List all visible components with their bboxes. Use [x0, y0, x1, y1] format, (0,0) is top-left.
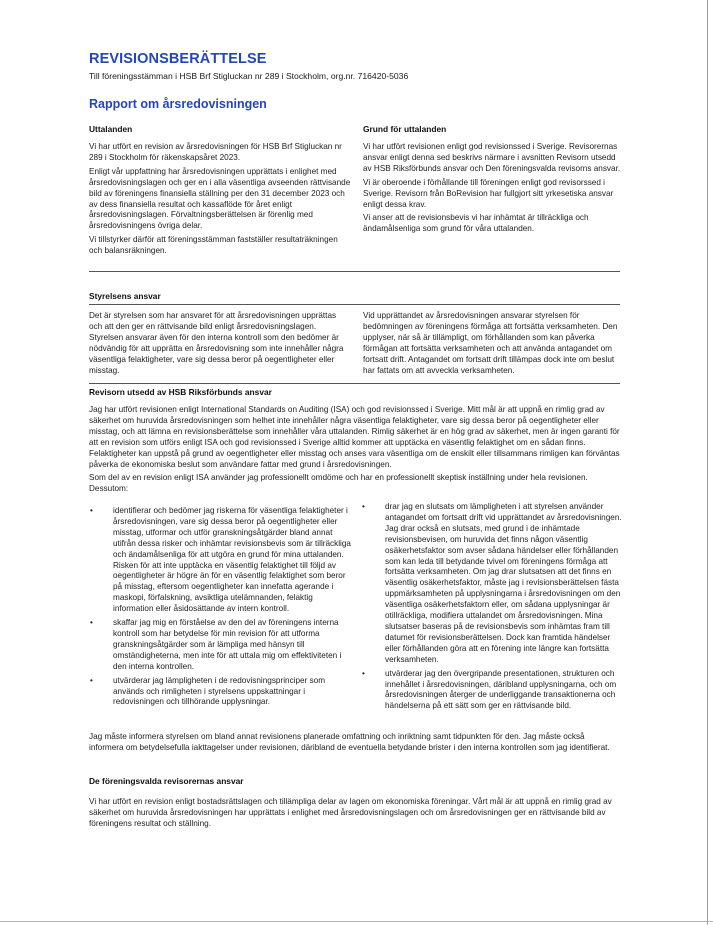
foreningsvalda-paragraph: Vi har utfört en revision enligt bostadsrättslagen och tillämpliga delar av lagen om ekonomiska föreningar. Vårt mål är att uppnå en rimlig grad av säkerhet om huruvida årsredovisningen har upprättats i enlighet med årsredovisningslagen och om årsredovisningen ger en rättvisande bild av föreningens resultat och ställning.	[89, 797, 612, 828]
revisorn-intro	[89, 405, 621, 498]
bullet-icon: •	[90, 506, 93, 515]
styrelsen-paragraph-left: Det är styrelsen som har ansvaret för att årsredovisningen upprättas och att den ger en rättvisande bild enligt årsredovisningslagen. Styrelsen ansvarar även för den interna kontroll som den bedömer är nödvändig för att upprätta en årsredovisning som inte innehåller några väsentliga felaktigheter, vare sig dessa beror på oegentligheter eller misstag.	[89, 311, 344, 375]
revisorn-bullets-left	[89, 506, 355, 711]
grund-paragraph: Vi anser att de revisionsbevis vi har inhämtat är tillräckliga och ändamålsenliga som grund för våra uttalanden.	[363, 213, 589, 234]
grund-body	[363, 142, 621, 238]
revisorn-closing	[89, 732, 621, 757]
document-title: REVISIONSBERÄTTELSE	[89, 51, 267, 67]
list-item	[89, 676, 355, 709]
uttalanden-paragraph: Vi tillstyrker därför att föreningsstämman fastställer resultaträkningen och balansräkningen.	[89, 235, 338, 256]
bullet-icon: •	[362, 668, 365, 678]
list-item	[361, 669, 623, 713]
list-item	[89, 618, 355, 673]
styrelsen-heading: Styrelsens ansvar	[89, 291, 161, 301]
styrelsen-left	[89, 311, 351, 379]
uttalanden-body	[89, 142, 351, 260]
grund-heading: Grund för uttalanden	[363, 124, 447, 134]
bullet-icon: •	[90, 618, 93, 628]
foreningsvalda-body	[89, 797, 621, 833]
section-heading-report: Rapport om årsredovisningen	[89, 97, 267, 111]
section-divider	[89, 271, 620, 272]
revisorn-lead-paragraph: Som del av en revision enligt ISA använder jag professionellt omdöme och har en professionellt skeptisk inställning under hela revisionen. Dessutom:	[89, 473, 588, 494]
revisorn-heading: Revisorn utsedd av HSB Riksförbunds ansvar	[89, 387, 272, 397]
list-item	[361, 502, 623, 666]
bullet-icon: •	[90, 675, 93, 685]
grund-paragraph: Vi har utfört revisionen enligt god revisionssed i Sverige. Revisorernas ansvar enligt denna sed beskrivs närmare i avsnitten Revisorn utsedd av HSB Riksförbunds ansvar och Den föreningsvalda revisorns ansvar.	[363, 142, 621, 173]
uttalanden-paragraph: Enligt vår uppfattning har årsredovisningen upprättats i enlighet med årsredovisningslagen och ger en i alla väsentliga avseenden rättvisande bild av föreningens finansiella ställning per den 31 december 2023 och av dess finansiella resultat och kassaflöde för året enligt årsredovisningslagen. Förvaltningsberättelsen är förenlig med årsredovisningens övriga delar.	[89, 166, 351, 231]
styrelsen-right	[363, 311, 621, 379]
page-edge-bottom	[0, 921, 713, 922]
section-divider	[89, 383, 620, 384]
page-edge-right	[707, 0, 708, 925]
document-subtitle: Till föreningsstämman i HSB Brf Stigluckan nr 289 i Stockholm, org.nr. 716420-5036	[89, 71, 409, 81]
bullet-text: identifierar och bedömer jag riskerna för väsentliga felaktigheter i årsredovisningen, vare sig dessa beror på oegentligheter eller misstag, utformar och utför granskningsåtgärder bland annat utifrån dessa risker och inhämtar revisionsbevis som är tillräckliga och ändamålsenliga för att utgöra en grund för mina uttalanden. Risken för att inte upptäcka en väsentlig felaktighet till följd av oegentligheter är högre än för en väsentlig felaktighet som beror på misstag, eftersom oegentligheter kan innefatta agerande i maskopi, förfalskning, avsiktliga utelämnanden, felaktig information eller åsidosättande av intern kontroll.	[113, 506, 351, 614]
revisorn-closing-paragraph: Jag måste informera styrelsen om bland annat revisionens planerade omfattning och inriktning samt tidpunkten för den. Jag måste också informera om betydelsefulla iakttagelser under revisionen, däribland de eventuella betydande brister i den interna kontrollen som jag identifierat.	[89, 732, 610, 752]
foreningsvalda-heading: De föreningsvalda revisorernas ansvar	[89, 776, 244, 786]
section-divider	[89, 304, 620, 305]
bullet-text: utvärderar jag den övergripande presentationen, strukturen och innehållet i årsredovisningen, däribland upplysningarna, och om årsredovisningen återger de underliggande transaktionerna och händelserna på ett sätt som ger en rättvisande bild.	[385, 668, 617, 711]
uttalanden-heading: Uttalanden	[89, 124, 133, 134]
uttalanden-paragraph: Vi har utfört en revision av årsredovisningen för HSB Brf Stigluckan nr 289 i Stockholm för räkenskapsåret 2023.	[89, 142, 342, 162]
revisorn-intro-paragraph: Jag har utfört revisionen enligt International Standards on Auditing (ISA) och god revisionssed i Sverige. Mitt mål är att uppnå en rimlig grad av säkerhet om huruvida årsredovisningen som helhet inte innehåller några väsentliga felaktigheter, vare sig dessa beror på oegentligheter eller misstag, och att lämna en revisionsberättelse som innehåller våra uttalanden. Rimlig säkerhet är en hög grad av säkerhet, men är ingen garanti för att en revision som utförs enligt ISA och god revisionssed i Sverige alltid kommer att upptäcka en väsentlig felaktighet om en sådan finns. Felaktigheter kan uppstå på grund av oegentligheter eller misstag och anses vara väsentliga om de enskilt eller tillsammans rimligen kan förväntas påverka de ekonomiska beslut som användare fattar med grund i årsredovisningen.	[89, 405, 620, 469]
bullet-text: drar jag en slutsats om lämpligheten i att styrelsen använder antagandet om fortsatt drift vid upprättandet av årsredovisningen. Jag drar också en slutsats, med grund i de inhämtade revisionsbevisen, om huruvida det finns någon väsentlig osäkerhetsfaktor som avser sådana händelser eller förhållanden som kan leda till betydande tvivel om föreningens förmåga att fortsätta verksamheten. Om jag drar slutsatsen att det finns en väsentlig osäkerhetsfaktor, måste jag i revisionsberättelsen fästa uppmärksamheten på upplysningarna i årsredovisningen om den väsentliga osäkerhetsfaktorn eller, om sådana upplysningar är otillräckliga, modifiera uttalandet om årsredovisningen. Mina slutsatser baseras på de revisionsbevis som inhämtas fram till datumet för revisionsberättelsen. Dock kan framtida händelser eller förhållanden göra att en förening inte längre kan fortsätta verksamheten.	[385, 502, 622, 664]
bullet-text: skaffar jag mig en förståelse av den del av föreningens interna kontroll som har betydelse för min revision för att utforma granskningsåtgärder som är lämpliga med hänsyn till omständigheterna, men inte för att uttala mig om effektiviteten i den interna kontrollen.	[113, 618, 342, 671]
revisorn-bullets-right	[361, 502, 623, 715]
styrelsen-paragraph-right: Vid upprättandet av årsredovisningen ansvarar styrelsen för bedömningen av föreningens förmåga att fortsätta verksamheten. Den upplyser, när så är tillämpligt, om förhållanden som kan påverka förmågan att fortsätta verksamheten och att använda antagandet om fortsatt drift. Antagandet om fortsatt drift tillämpas dock inte om beslut har fattats om att avveckla verksamheten.	[363, 311, 618, 375]
list-item	[89, 506, 355, 615]
bullet-text: utvärderar jag lämpligheten i de redovisningsprinciper som används och rimligheten i styrelsens uppskattningar i redovisningen och tillhörande upplysningar.	[113, 675, 326, 707]
bullet-icon: •	[362, 502, 365, 511]
grund-paragraph: Vi är oberoende i förhållande till föreningen enligt god revisorssed i Sverige. Revisorn från BoRevision har fullgjort sitt yrkesetiska ansvar enligt dessa krav.	[363, 177, 614, 209]
